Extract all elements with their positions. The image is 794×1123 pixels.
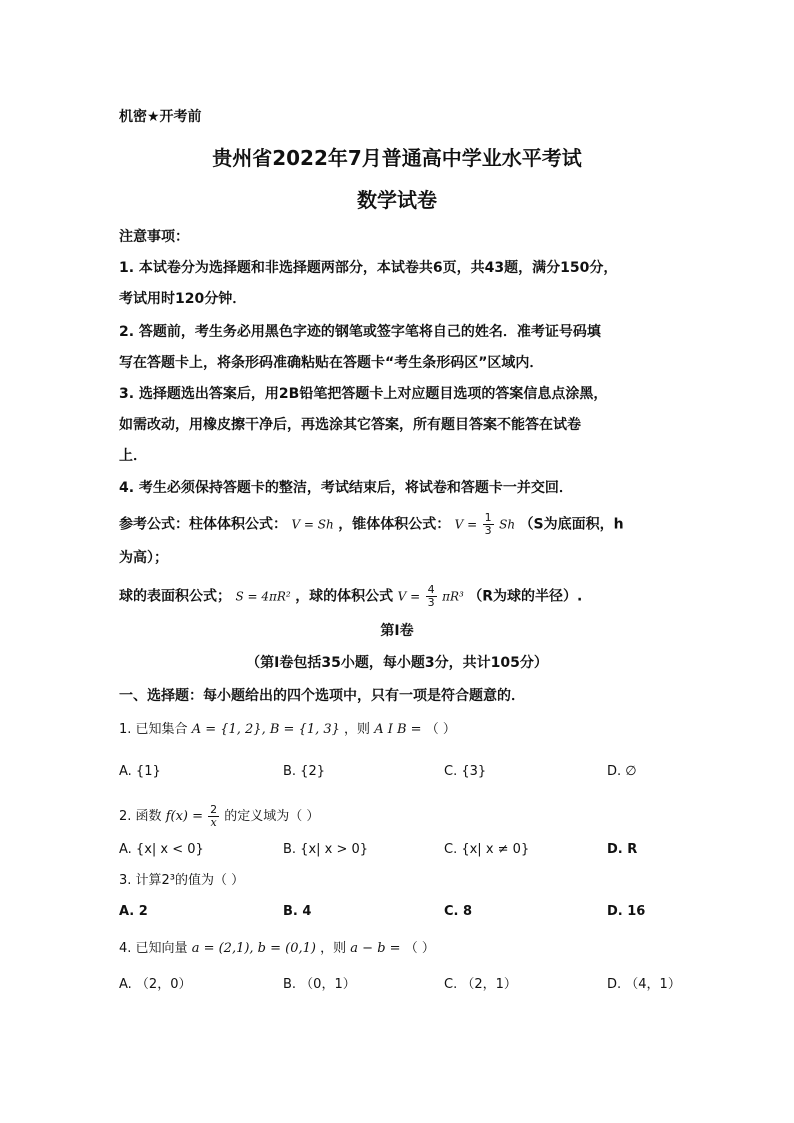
pyramid-fraction xyxy=(483,512,494,537)
q1-option-a: A. {1} xyxy=(119,764,161,779)
exam-title: 贵州省2022年7月普通高中学业水平考试 xyxy=(212,146,582,170)
q3-option-d: D. 16 xyxy=(607,904,646,919)
q3-option-c: C. 8 xyxy=(444,904,473,919)
pyramid-note: （S为底面积，h xyxy=(519,516,624,533)
q1-text-c: （ ） xyxy=(425,722,456,737)
q2-text-b: 的定义域为（ ） xyxy=(224,809,320,824)
question-3-stem: 3. 计算2³的值为（ ） xyxy=(119,873,245,888)
part1-title: 第I卷 xyxy=(380,623,414,639)
sphere-fraction-den: 3 xyxy=(427,596,435,609)
q4-vectors: a = (2,1), b = (0,1) xyxy=(191,941,316,956)
q1-option-b: B. {2} xyxy=(283,764,325,779)
q2-option-c: C. {x| x ≠ 0} xyxy=(444,842,530,857)
q4-text-c: （ ） xyxy=(404,941,435,956)
pyramid-fraction-num: 1 xyxy=(484,511,492,524)
q1-math-sets: A = {1, 2}, B = {1, 3} xyxy=(191,722,340,737)
sphere-volume-lhs: V = xyxy=(397,589,421,604)
q4-option-c: C. （2，1） xyxy=(444,977,517,992)
sphere-fraction-num: 4 xyxy=(427,583,435,596)
note-3-line-2: 如需改动，用橡皮擦干净后，再选涂其它答案，所有题目答案不能答在试卷 xyxy=(119,417,581,433)
q4-option-a: A. （2，0） xyxy=(119,977,192,992)
prism-volume-formula: V = Sh xyxy=(291,517,334,532)
note-3-line-3: 上． xyxy=(119,448,147,464)
q1-text-a: 1. 已知集合 xyxy=(119,722,188,737)
q4-option-b: B. （0，1） xyxy=(283,977,356,992)
q1-math-intersection: A I B = xyxy=(374,722,422,737)
formula-line-1 xyxy=(119,512,624,537)
note-2-line-2: 写在答题卡上，将条形码准确粘贴在答题卡“考生条形码区”区域内． xyxy=(119,355,544,371)
pyramid-label: ，锥体体积公式： xyxy=(338,516,451,533)
formula-line-2: 为高）； xyxy=(119,550,168,566)
question-2-stem xyxy=(119,804,319,829)
q2-function: f(x) = xyxy=(165,809,203,824)
confidential-tag: 机密★开考前 xyxy=(119,109,202,125)
sphere-area-label: 球的表面积公式； xyxy=(119,588,231,605)
sphere-volume-rhs: πR³ xyxy=(442,589,464,604)
note-2-line-1: 2. 答题前，考生务必用黑色字迹的钢笔或签字笔将自己的姓名．准考证号码填 xyxy=(119,324,601,340)
q1-option-d: D. ∅ xyxy=(607,764,637,779)
q1-option-c: C. {3} xyxy=(444,764,487,779)
q2-fraction xyxy=(208,804,219,829)
q3-option-b: B. 4 xyxy=(283,904,312,919)
q4-difference: a − b = xyxy=(350,941,401,956)
sphere-volume-fraction xyxy=(426,584,437,609)
q2-fraction-den: x xyxy=(210,816,217,829)
formula-line-3 xyxy=(119,584,582,609)
section-heading: 一、选择题：每小题给出的四个选项中，只有一项是符合题意的． xyxy=(119,688,525,704)
part1-subtitle: （第I卷包括35小题，每小题3分，共计105分） xyxy=(246,655,548,671)
pyramid-rhs: Sh xyxy=(499,517,516,532)
formula-ref-label: 参考公式：柱体体积公式： xyxy=(119,516,287,533)
q2-option-d: D. R xyxy=(607,842,638,857)
q2-fraction-num: 2 xyxy=(210,803,218,816)
note-3-line-1: 3. 选择题选出答案后，用2B铅笔把答题卡上对应题目选项的答案信息点涂黑， xyxy=(119,386,608,402)
q4-text-b: ，则 xyxy=(320,941,347,956)
q4-text-a: 4. 已知向量 xyxy=(119,941,188,956)
note-1-line-1: 1. 本试卷分为选择题和非选择题两部分，本试卷共6页，共43题，满分150分， xyxy=(119,260,618,276)
question-4-stem xyxy=(119,939,435,959)
q3-option-a: A. 2 xyxy=(119,904,148,919)
question-1-stem xyxy=(119,720,456,740)
sphere-area-formula: S = 4πR² xyxy=(235,589,291,604)
q2-option-b: B. {x| x > 0} xyxy=(283,842,369,857)
exam-subtitle: 数学试卷 xyxy=(357,188,437,212)
q1-text-b: ，则 xyxy=(344,722,371,737)
pyramid-lhs: V = xyxy=(454,517,478,532)
note-4: 4. 考生必须保持答题卡的整洁，考试结束后，将试卷和答题卡一并交回． xyxy=(119,480,573,496)
note-1-line-2: 考试用时120分钟． xyxy=(119,291,247,307)
sphere-note: （R为球的半径）. xyxy=(468,588,583,605)
q2-option-a: A. {x| x < 0} xyxy=(119,842,204,857)
q2-text-a: 2. 函数 xyxy=(119,809,162,824)
notes-heading: 注意事项： xyxy=(119,229,189,245)
pyramid-fraction-den: 3 xyxy=(484,524,492,537)
q4-option-d: D. （4，1） xyxy=(607,977,681,992)
sphere-volume-label: ，球的体积公式 xyxy=(295,588,394,605)
